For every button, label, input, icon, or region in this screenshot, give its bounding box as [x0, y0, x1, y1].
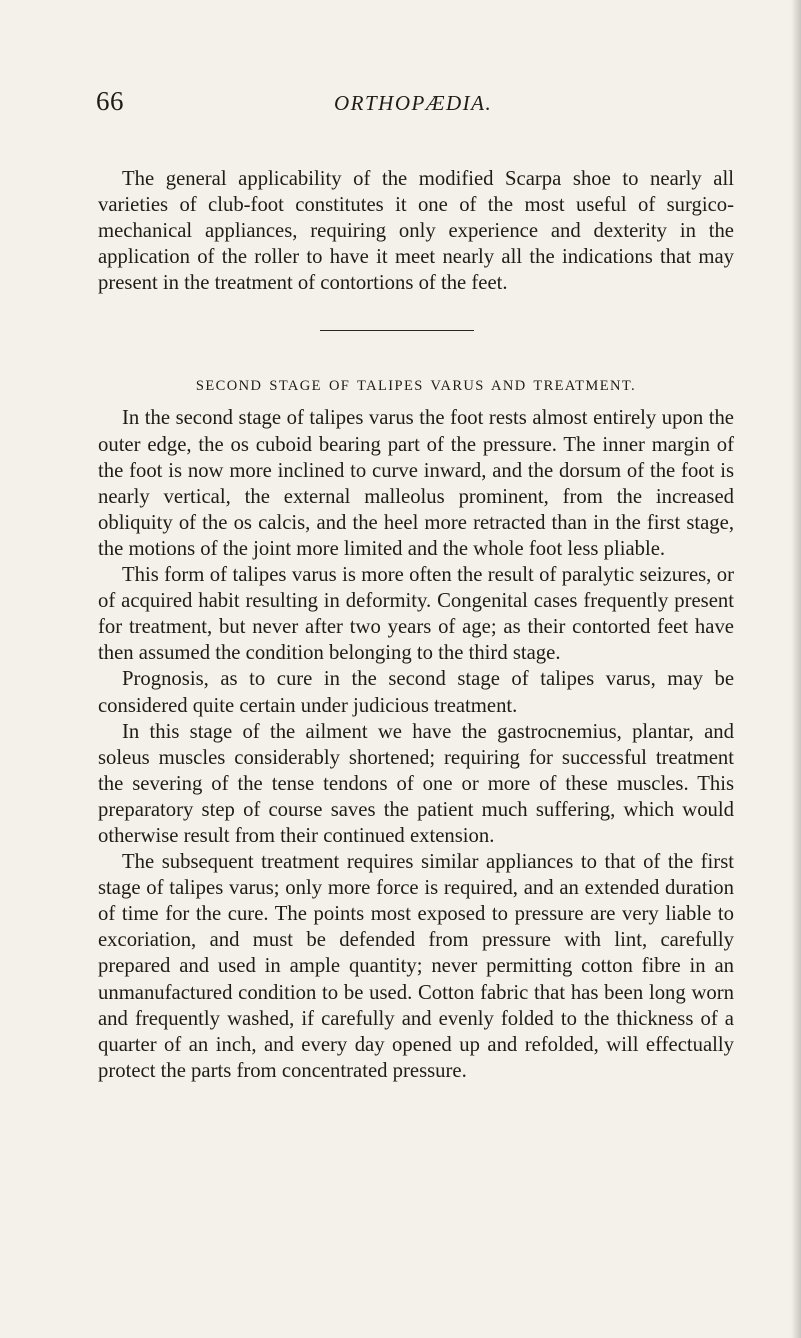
- paragraph-intro: The general applicability of the modified Scarpa shoe to nearly all varieties of club-foot constitutes it one of the most useful of surgico-mechanical appliances, requiring only experience and dexterity in the application of the roller to have it meet nearly all the indications that may present in the treatment of contortions of the feet.: [98, 168, 734, 295]
- section-heading: SECOND STAGE OF TALIPES VARUS AND TREATMENT.: [195, 378, 637, 395]
- paragraph: This form of talipes varus is more often the result of paralytic seizures, or of acquired habit resulting in deformity. Congenital cases frequently present for treatment, but never after two years of age; as their contorted feet have then assumed the condition belonging to the third stage.: [98, 564, 734, 665]
- page-edge-shadow: [791, 0, 801, 1338]
- paragraph: In this stage of the ailment we have the gastrocnemius, plantar, and soleus muscles considerably shortened; requiring for successful treatment the severing of the tense tendons of one or more of these muscles. This preparatory step of course saves the patient much suffering, which would otherwise result from their continued extension.: [98, 720, 734, 847]
- paragraph: The subsequent treatment requires similar appliances to that of the first stage of talipes varus; only more force is required, and an extended duration of time for the cure. The points most exposed to pressure are very liable to excoriation, and must be defended from pressure with lint, carefully prepared and used in ample quantity; never permitting cotton fibre in an unmanufactured condition to be used. Cotton fabric that has been long worn and frequently washed, if carefully and evenly folded to the thickness of a quarter of an inch, and every day opened up and refolded, will effectually protect the parts from concentrated pressure.: [98, 851, 734, 1082]
- body-text: [98, 166, 734, 1084]
- running-title: ORTHOPÆDIA.: [334, 91, 493, 115]
- page-number: 66: [96, 86, 124, 116]
- section-divider: [320, 330, 474, 331]
- paragraph: Prognosis, as to cure in the second stage of talipes varus, may be considered quite certain under judicious treatment.: [98, 668, 734, 717]
- paragraph: In the second stage of talipes varus the foot rests almost entirely upon the outer edge, the os cuboid bearing part of the pressure. The inner margin of the foot is now more inclined to curve inward, and the dorsum of the foot is nearly vertical, the external malleolus prominent, from the increased obliquity of the os calcis, and the heel more retracted than in the first stage, the motions of the joint more limited and the whole foot less pliable.: [98, 407, 734, 560]
- page-header: [96, 86, 786, 126]
